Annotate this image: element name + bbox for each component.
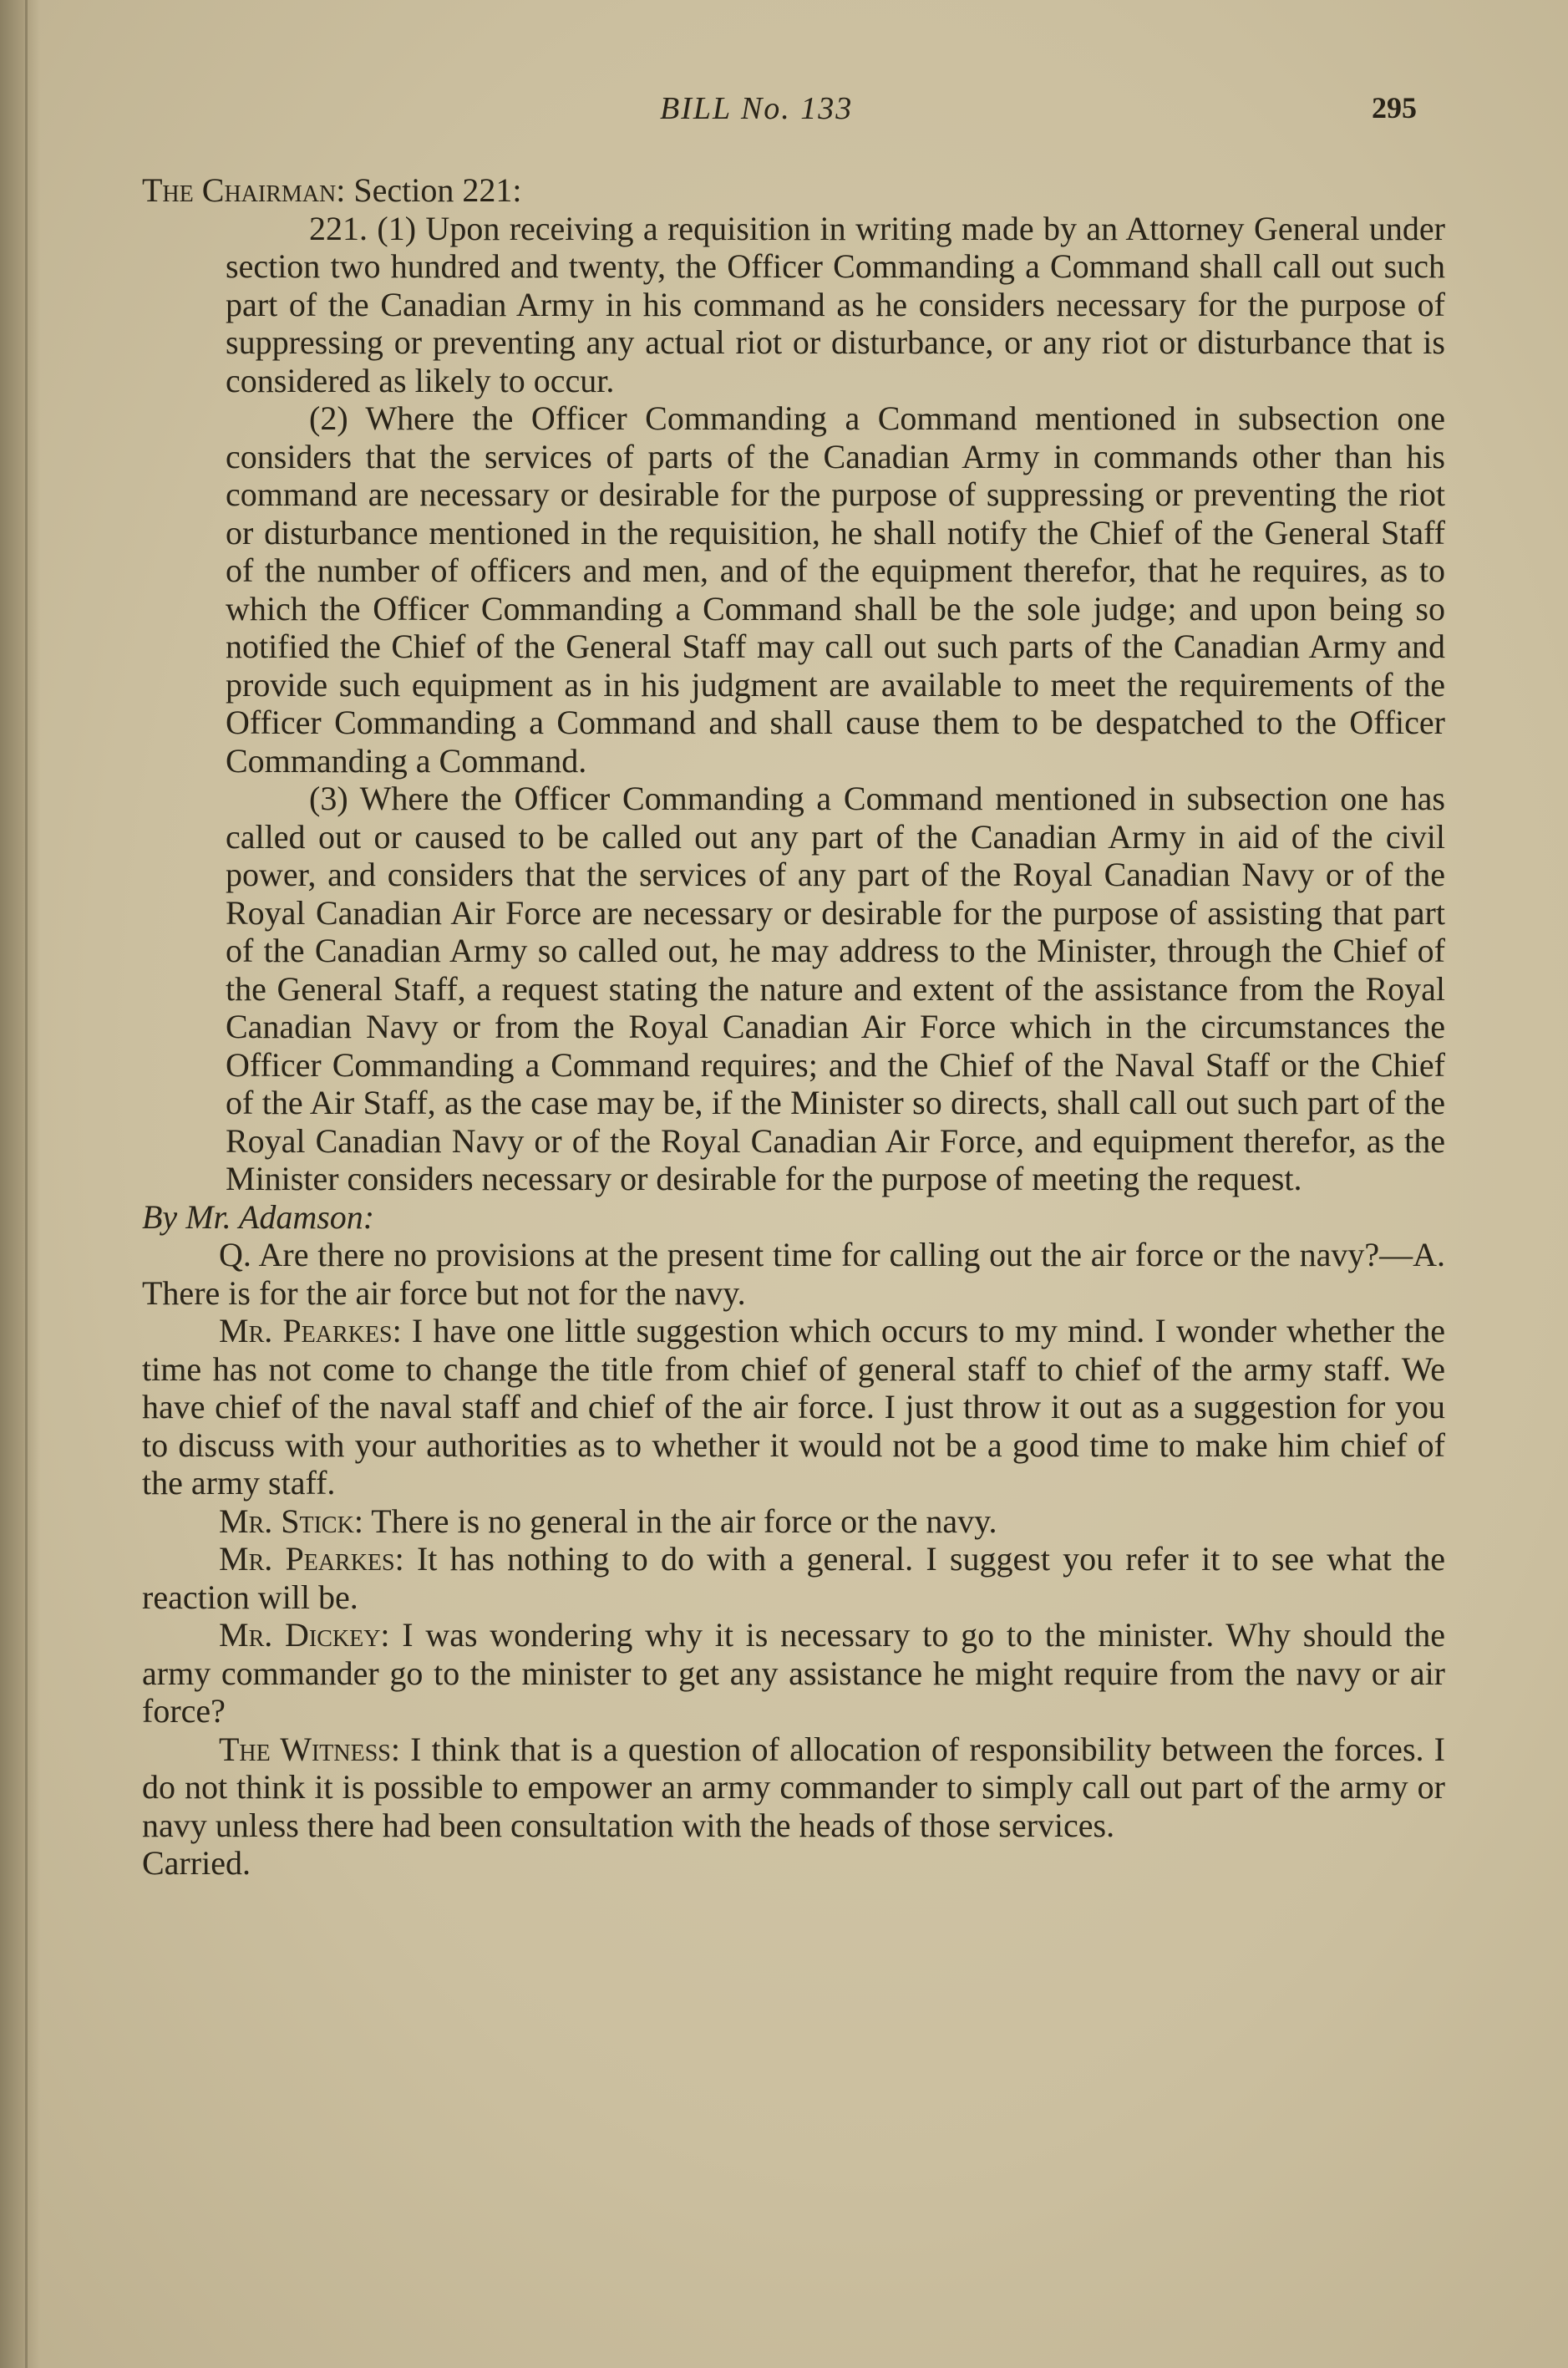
question-answer: Q. Are there no provisions at the present time for calling out the air force or the navy?—A. There is for the air force but not for the navy. bbox=[142, 1236, 1445, 1312]
speech-paragraph bbox=[142, 1502, 1445, 1541]
speech-text: I was wondering why it is necessary to go to the minister. Why should the army commander go to the minister to get any assistance he might require from the navy or air force? bbox=[142, 1616, 1445, 1730]
chairman-line bbox=[142, 171, 1445, 210]
speaker-name: The Witness: bbox=[219, 1730, 400, 1768]
speaker-name: Mr. Dickey: bbox=[219, 1616, 390, 1654]
speech-paragraph bbox=[142, 1616, 1445, 1730]
page-body bbox=[142, 171, 1445, 1883]
speech-paragraph bbox=[142, 1312, 1445, 1502]
speech-paragraph bbox=[142, 1540, 1445, 1616]
speaker-name: Mr. Pearkes: bbox=[219, 1540, 404, 1578]
running-head: BILL No. 133 bbox=[660, 91, 854, 126]
carried-line: Carried. bbox=[142, 1844, 251, 1882]
speech-text: It has nothing to do with a general. I suggest you refer it to see what the reaction will be. bbox=[142, 1540, 1446, 1616]
chairman-text: Section 221: bbox=[345, 171, 522, 209]
speech-text: There is no general in the air force or the navy. bbox=[363, 1502, 997, 1540]
binding-edge bbox=[25, 0, 28, 2368]
page-number: 295 bbox=[1372, 91, 1417, 124]
speech-text: I think that is a question of allocation of responsibility between the forces. I do not think it is possible to empower an army commander to simply call out part of the army or navy unless there had been consultation with the heads of those services. bbox=[142, 1730, 1445, 1844]
speech-paragraph bbox=[142, 1730, 1445, 1845]
subsection-3: (3) Where the Officer Commanding a Command mentioned in subsection one has called out or caused to be called out any part of the Canadian Army in aid of the civil power, and considers that the services of any part of the Royal Canadian Navy or of the Royal Canadian Air Force are necessary or desirable for the purpose of assisting that part of the Canadian Army so called out, he may address to the Minister, through the Chief of the General Staff, a request stating the nature and extent of the assistance from the Royal Canadian Navy or from the Royal Canadian Air Force which in the circumstances the Officer Commanding a Command requires; and the Chief of the Naval Staff or the Chief of the Air Staff, as the case may be, if the Minister so directs, shall call out such part of the Royal Canadian Navy or of the Royal Canadian Air Force, and equipment therefor, as the Minister considers necessary or desirable for the purpose of meeting the request. bbox=[226, 780, 1445, 1197]
page-gutter-shadow bbox=[0, 0, 40, 2368]
section-221-text bbox=[226, 210, 1445, 1198]
subsection-1: 221. (1) Upon receiving a requisition in writing made by an Attorney General under section two hundred and twenty, the Officer Commanding a Command shall call out such part of the Canadian Army in his command as he considers necessary for the purpose of suppressing or preventing any actual riot or disturbance, or any riot or disturbance that is considered as likely to occur. bbox=[226, 209, 1445, 399]
subsection-2: (2) Where the Officer Commanding a Command mentioned in subsection one considers that the services of parts of the Canadian Army in commands other than his command are necessary or desirable for the purpose of suppressing or preventing the riot or disturbance mentioned in the requisition, he shall notify the Chief of the General Staff of the number of officers and men, and of the equipment therefor, that he requires, as to which the Officer Commanding a Command shall be the sole judge; and upon being so notified the Chief of the General Staff may call out such parts of the Canadian Army and provide such equipment as in his judgment are available to meet the requirements of the Officer Commanding a Command and shall cause them to be despatched to the Officer Commanding a Command. bbox=[226, 399, 1445, 780]
speech-text: I have one little suggestion which occurs to my mind. I wonder whether the time has not come to change the title from chief of general staff to chief of the army staff. We have chief of the naval staff and chief of the air force. I just throw it out as a suggestion for you to discuss with your authorities as to whether it would not be a good time to make him chief of the army staff. bbox=[142, 1312, 1446, 1502]
speaker-name: Mr. Pearkes: bbox=[219, 1312, 402, 1349]
speaker-name: Mr. Stick: bbox=[219, 1502, 363, 1540]
examiner-byline: By Mr. Adamson: bbox=[142, 1197, 375, 1236]
speaker-name: The Chairman: bbox=[142, 171, 346, 209]
page-header bbox=[0, 90, 1568, 132]
